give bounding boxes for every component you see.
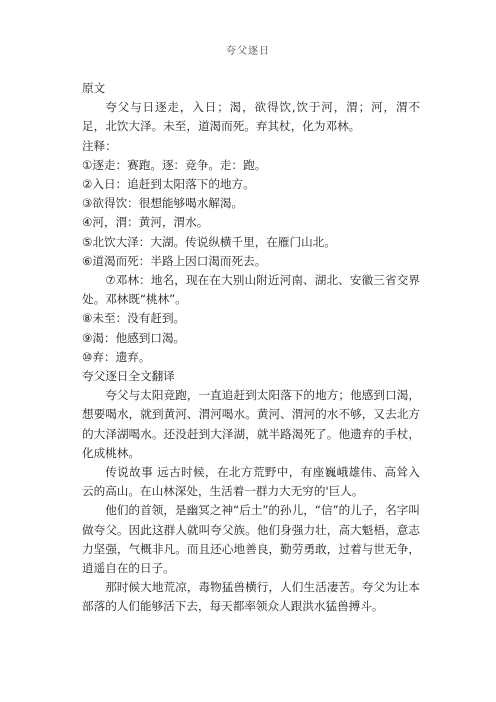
notes-heading: 注释：	[82, 138, 117, 153]
original-text: 夸父与日逐走，入日；渴，欲得饮,饮于河，渭；河，渭不足，北饮大泽。未至，道渴而死。弃其杖，化为邓林。	[82, 100, 420, 134]
note-item: ⑦邓林：地名，现在在大别山附近河南、湖北、安徽三省交界处。邓林既“桃林”。	[82, 273, 420, 307]
document-body	[82, 79, 420, 617]
document-title: 夸父逐日	[226, 46, 270, 57]
story-paragraph: 传说故事 远古时候，在北方荒野中，有座巍峨雄伟、高耸入云的高山。在山林深处，生活着一群力大无穷的'巨人。	[82, 465, 420, 499]
note-item: ④河，渭：黄河，渭水。	[82, 215, 209, 230]
translation-text: 夸父与太阳竞跑，一直追赶到太阳落下的地方；他感到口渴，想要喝水，就到黄河、渭河喝水。黄河、渭河的水不够，又去北方的大泽湖喝水。还没赶到大泽湖，就半路渴死了。他遗弃的手杖，化成桃林。	[82, 388, 420, 460]
story-paragraph: 那时候大地荒凉，毒物猛兽横行，人们生活凄苦。夸父为让本部落的人们能够活下去，每天都率领众人跟洪水猛兽搏斗。	[82, 580, 420, 614]
note-item: ②入日：追赶到太阳落下的地方。	[82, 177, 255, 192]
translation-heading: 夸父逐日全文翻译	[82, 369, 175, 384]
note-item: ⑤北饮大泽：大湖。传说纵横千里，在雁门山北。	[82, 234, 336, 249]
note-item: ⑨渴：他感到口渴。	[82, 330, 186, 345]
original-heading: 原文	[82, 81, 106, 95]
story-paragraph: 他们的首领，是幽冥之神“后土”的孙儿，“信”的儿子，名字叫做夸父。因此这群人就叫夸父族。他们身强力壮，高大魁梧，意志力坚强，气概非凡。而且还心地善良，勤劳勇敢，过着与世无争，逍遥自在的日子。	[82, 503, 420, 576]
note-item: ③欲得饮：很想能够喝水解渴。	[82, 196, 244, 211]
note-item: ⑥道渴而死：半路上因口渴而死去。	[82, 253, 267, 268]
note-item: ⑧未至：没有赶到。	[82, 311, 186, 326]
note-item: ⑩弃：遗弃。	[82, 349, 151, 364]
note-item: ①逐走：赛跑。逐：竞争。走：跑。	[82, 157, 267, 172]
